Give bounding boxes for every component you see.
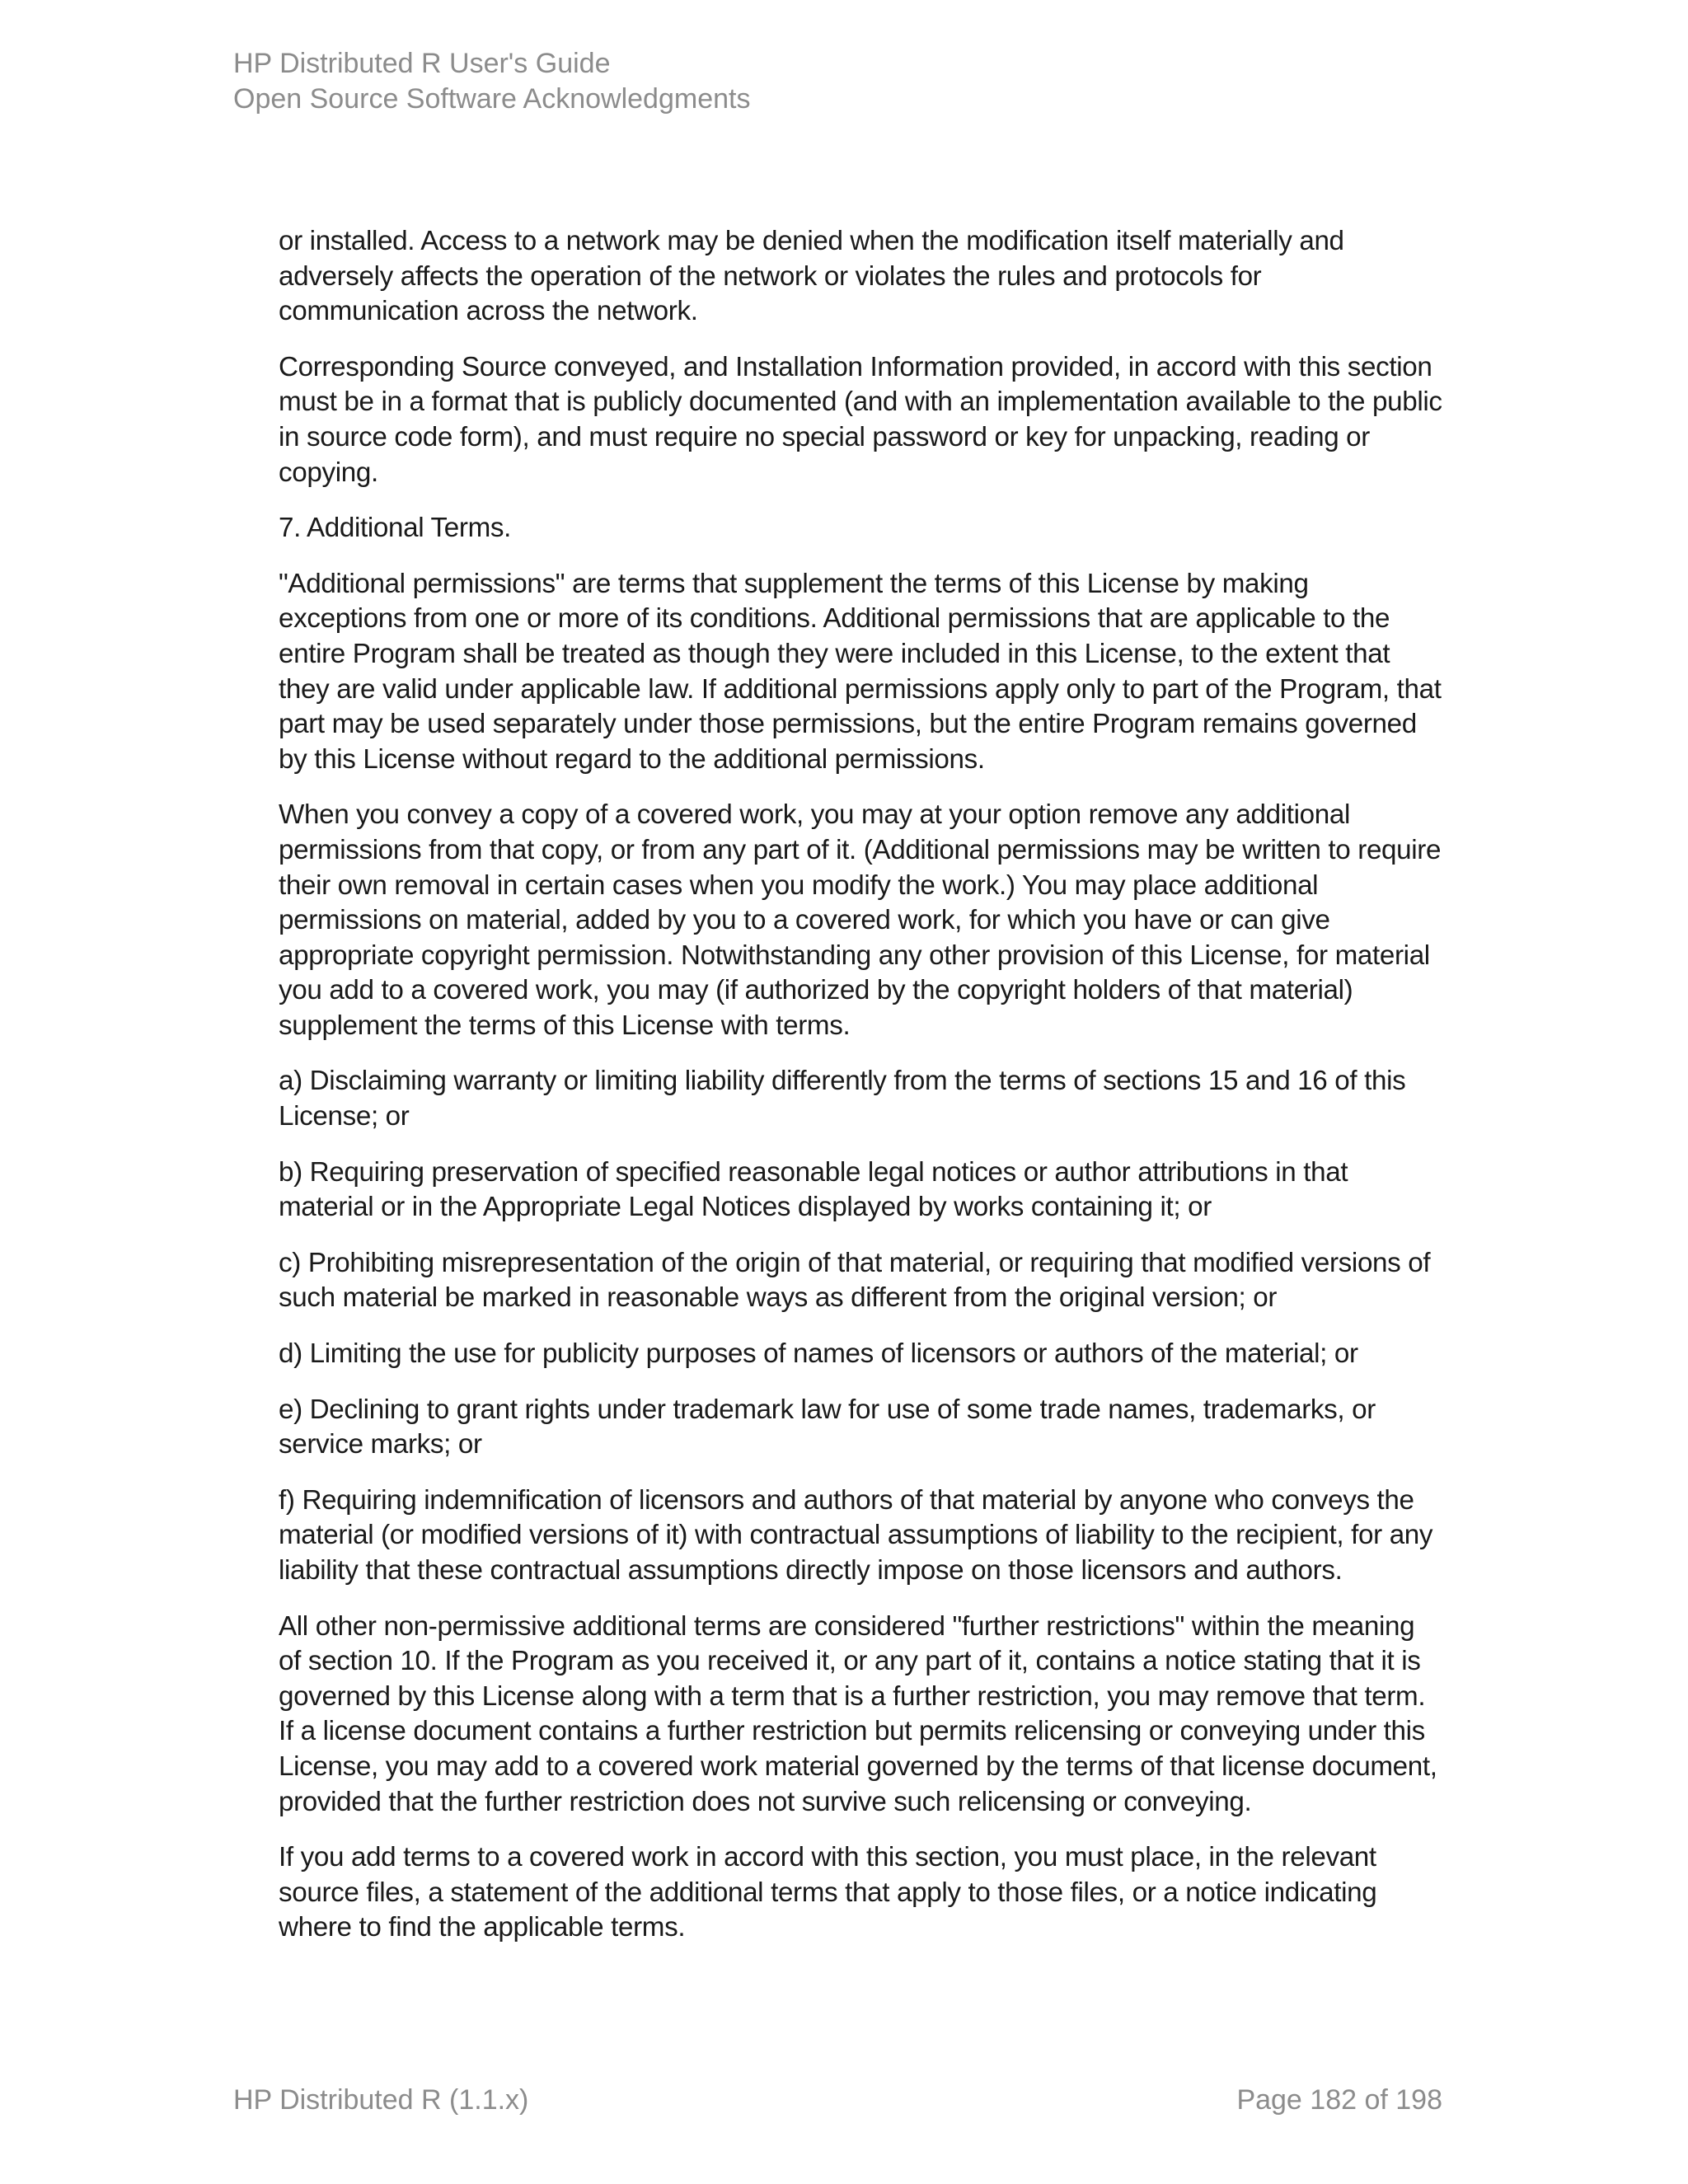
license-body — [279, 224, 1442, 1966]
paragraph: or installed. Access to a network may be denied when the modification itself materially and adversely affects the operation of the network or violates the rules and protocols for communication across the network. — [279, 226, 1344, 327]
paragraph: All other non-permissive additional terms are considered "further restrictions" within the meaning of section 10. If the Program as you received it, or any part of it, contains a notice stating that it is governed by this License along with a term that is a further restriction, you may remove that term. If a license document contains a further restriction but permits relicensing or conveying under this License, you may add to a covered work material governed by the terms of that license document, provided that the further restriction does not survive such relicensing or conveying. — [279, 1610, 1437, 1817]
paragraph: If you add terms to a covered work in accord with this section, you must place, in the relevant source files, a statement of the additional terms that apply to those files, or a notice indicating where to find the applicable terms. — [279, 1842, 1377, 1943]
list-item: a) Disclaiming warranty or limiting liability differently from the terms of sections 15 and 16 of this License; or — [279, 1066, 1406, 1132]
list-item: e) Declining to grant rights under trademark law for use of some trade names, trademarks, or service marks; or — [279, 1394, 1376, 1460]
document-title: HP Distributed R User's Guide — [233, 48, 611, 79]
list-item: b) Requiring preservation of specified reasonable legal notices or author attributions in that material or in the Appropriate Legal Notices displayed by works containing it; or — [279, 1156, 1348, 1223]
paragraph: "Additional permissions" are terms that supplement the terms of this License by making exceptions from one or more of its conditions. Additional permissions that are applicable to the entire Program shall be treated as though they were included in this License, to the extent that they are valid under applicable law. If additional permissions apply only to part of the Program, that part may be used separately under those permissions, but the entire Program remains governed by this License without regard to the additional permissions. — [279, 568, 1442, 775]
list-item: f) Requiring indemnification of licensors and authors of that material by anyone who conveys the material (or modified versions of it) with contractual assumptions of liability to the recipient, for any liability that these contractual assumptions directly impose on those licensors and authors. — [279, 1484, 1433, 1586]
footer-product: HP Distributed R (1.1.x) — [233, 2084, 529, 2116]
section-title: Open Source Software Acknowledgments — [233, 83, 751, 115]
list-item: c) Prohibiting misrepresentation of the origin of that material, or requiring that modified versions of such material be marked in reasonable ways as different from the original version; or — [279, 1247, 1431, 1314]
page-number: Page 182 of 198 — [1236, 2084, 1442, 2116]
paragraph: When you convey a copy of a covered work, you may at your option remove any additional permissions from that copy, or from any part of it. (Additional permissions may be written to require their own removal in certain cases when you modify the work.) You may place additional permissions on material, added by you to a covered work, for which you have or can give appropriate copyright permission. Notwithstanding any other provision of this License, for material you add to a covered work, you may (if authorized by the copyright holders of that material) supplement the terms of this License with terms. — [279, 799, 1442, 1041]
list-item: d) Limiting the use for publicity purposes of names of licensors or authors of the material; or — [279, 1338, 1358, 1370]
section-heading: 7. Additional Terms. — [279, 513, 512, 544]
running-header — [233, 46, 750, 117]
paragraph: Corresponding Source conveyed, and Installation Information provided, in accord with this section must be in a format that is publicly documented (and with an implementation available to the public in source code form), and must require no special password or key for unpacking, reading or copying. — [279, 351, 1442, 488]
